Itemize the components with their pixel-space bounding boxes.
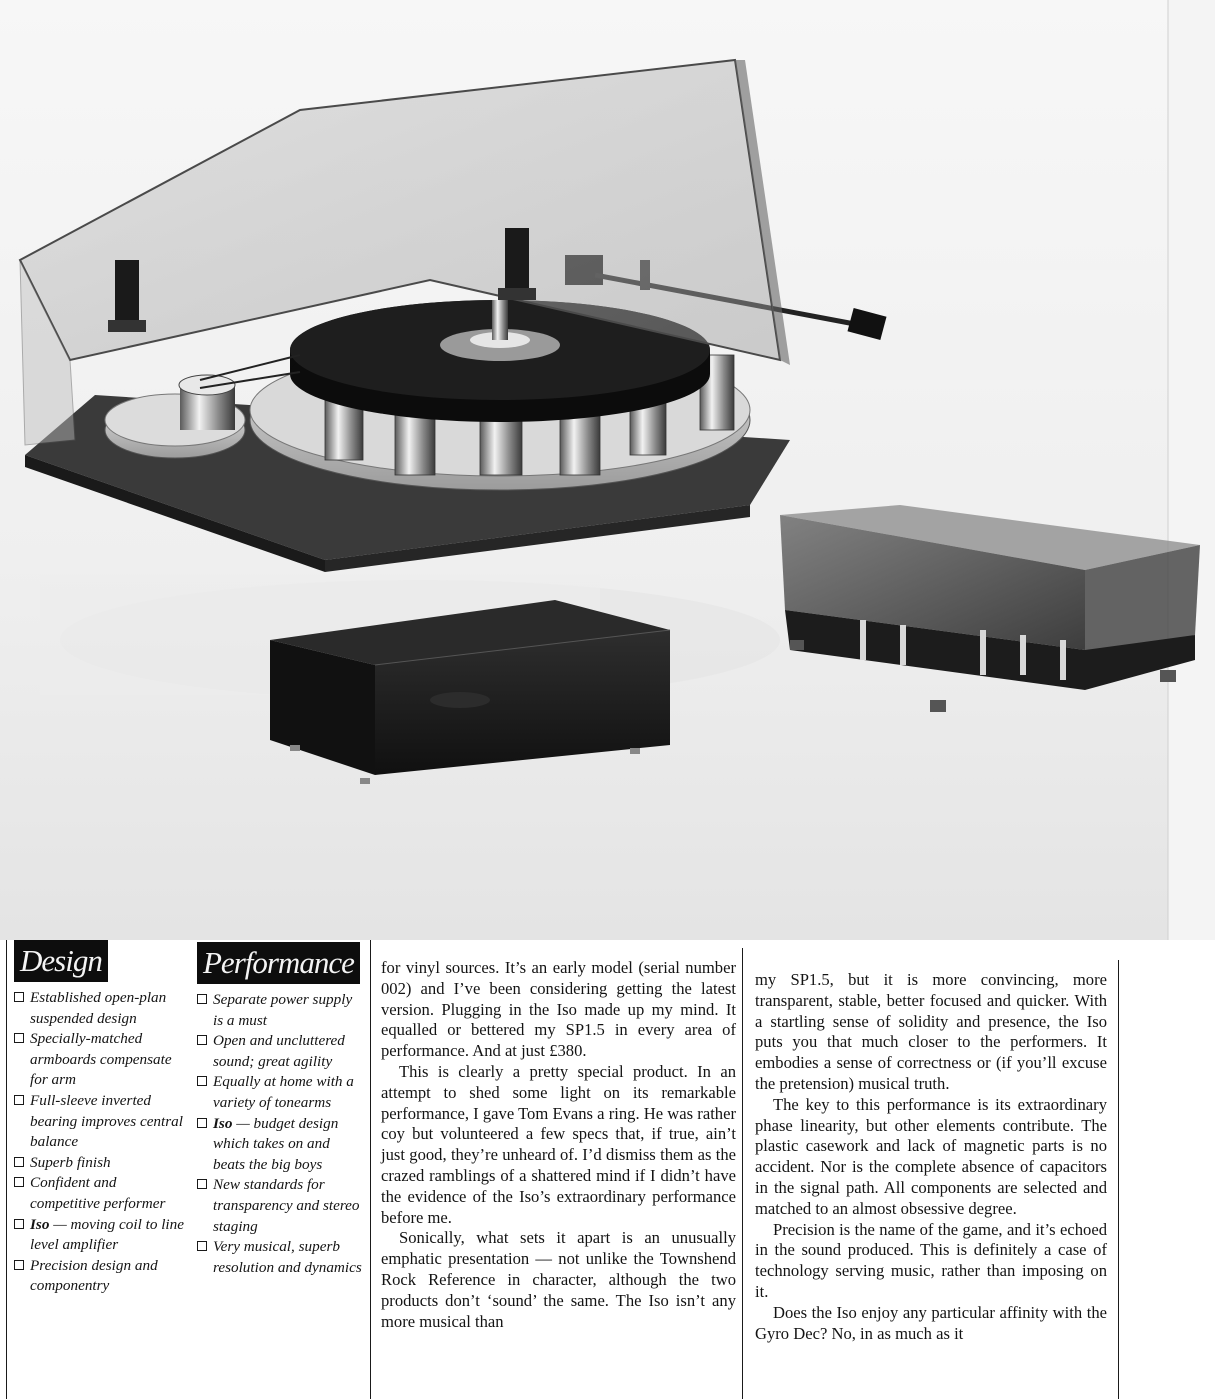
article-paragraph: Does the Iso enjoy any particular affinity with the Gyro Dec? No, in as much as it (755, 1302, 1107, 1343)
checkbox-icon (197, 994, 207, 1004)
checkbox-icon (14, 1033, 24, 1043)
design-item: Confident and competitive performer (14, 1173, 184, 1214)
design-heading: Design (14, 940, 108, 982)
design-item: Specially-matched armboards compensate for arm (14, 1029, 184, 1091)
checkbox-icon (14, 992, 24, 1002)
performance-column (197, 942, 365, 1278)
column-divider (742, 948, 743, 1399)
performance-item: Separate power supply is a must (197, 990, 365, 1031)
article-paragraph: The key to this performance is its extraordinary phase linearity, but other elements contribute. The plastic casework and lack of magnetic parts is no accident. Nor is the complete absence of capacitors in the signal path. All components are selected and matched to an almost obsessive degree. (755, 1094, 1107, 1218)
performance-item: Open and uncluttered sound; great agility (197, 1031, 365, 1072)
checkbox-icon (14, 1219, 24, 1229)
design-list (14, 988, 184, 1297)
performance-heading: Performance (197, 942, 360, 984)
checkbox-icon (197, 1076, 207, 1086)
performance-list (197, 990, 365, 1278)
checkbox-icon (14, 1157, 24, 1167)
article-column-1 (381, 958, 736, 1332)
checkbox-icon (197, 1241, 207, 1251)
design-item: Superb finish (14, 1153, 184, 1174)
checkbox-icon (197, 1118, 207, 1128)
article-paragraph: This is clearly a pretty special product. In an attempt to shed some light on its remarkable performance, I gave Tom Evans a ring. He was rather coy but volunteered a few specs that, if true, ain’t just good, they’re unheard of. I’d dismiss them as the crazed ramblings of a shattered mind if I didn’t have the evidence of the Iso’s extraordinary performance before me. (381, 1061, 736, 1227)
performance-item: Iso — budget design which takes on and beats the big boys (197, 1114, 365, 1176)
checkbox-icon (14, 1260, 24, 1270)
column-divider (1118, 960, 1119, 1399)
design-item: Established open-plan suspended design (14, 988, 184, 1029)
design-column (14, 940, 184, 1297)
performance-item: New standards for transparency and stereo staging (197, 1175, 365, 1237)
article-paragraph: for vinyl sources. It’s an early model (serial number 002) and I’ve been considering getting the latest version. Plugging in the Iso made up my mind. It equalled or bettered my SP1.5 in every area of performance. And at just £380. (381, 958, 736, 1061)
column-divider (6, 940, 7, 1399)
checkbox-icon (14, 1095, 24, 1105)
checkbox-icon (14, 1177, 24, 1187)
column-divider (370, 940, 371, 1399)
performance-item: Equally at home with a variety of tonearms (197, 1072, 365, 1113)
checkbox-icon (197, 1035, 207, 1045)
checkbox-icon (197, 1179, 207, 1189)
article-paragraph: Precision is the name of the game, and it’s echoed in the sound produced. This is definitely a case of technology serving music, rather than imposing on it. (755, 1219, 1107, 1301)
design-item: Iso — moving coil to line level amplifier (14, 1215, 184, 1256)
article-paragraph: Sonically, what sets it apart is an unusually emphatic presentation — not unlike the Townshend Rock Reference in character, although the two products don’t ‘sound’ the same. The Iso isn’t any more musical than (381, 1228, 736, 1331)
design-item: Precision design and componentry (14, 1256, 184, 1297)
article-paragraph: my SP1.5, but it is more convincing, more transparent, stable, better focused and quicker. With a startling sense of solidity and presence, the Iso puts you that much closer to the performers. It embodies a sense of correctness or (if you’ll excuse the pretension) musical truth. (755, 970, 1107, 1093)
article-column-2 (755, 970, 1107, 1344)
performance-item: Very musical, superb resolution and dynamics (197, 1237, 365, 1278)
design-item: Full-sleeve inverted bearing improves central balance (14, 1091, 184, 1153)
